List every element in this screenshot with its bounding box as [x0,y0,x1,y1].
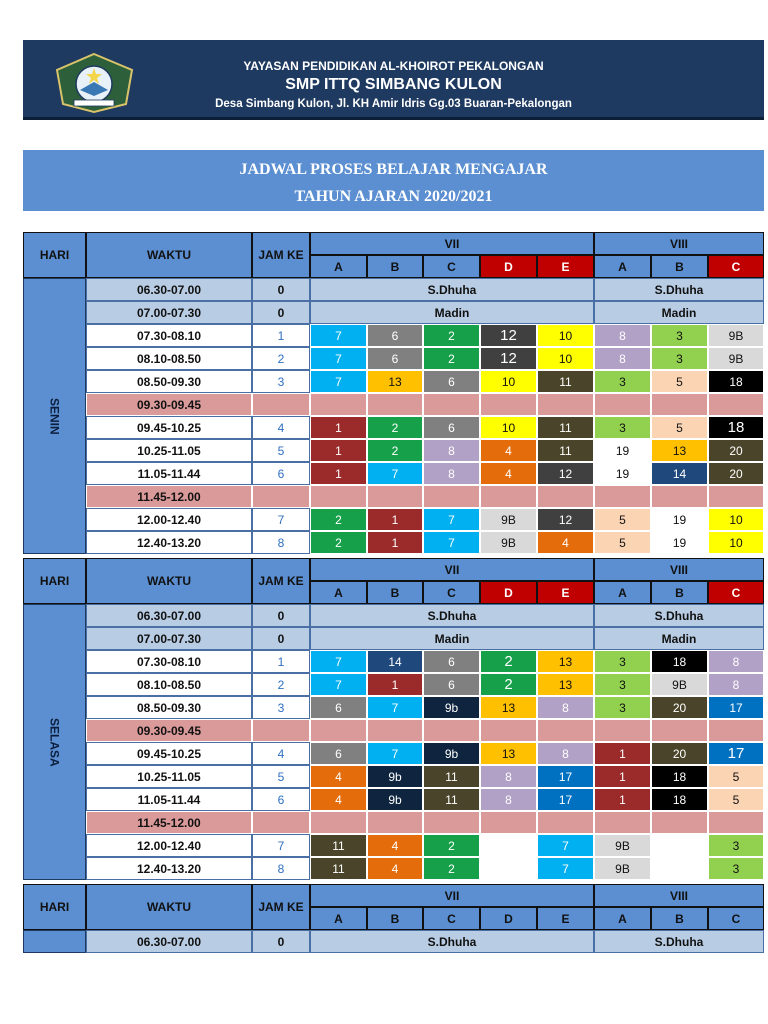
break-jam [252,811,310,834]
time-slot: 09.45-10.25 [86,416,252,439]
time-slot: 08.50-09.30 [86,370,252,393]
subject-cell: 1 [594,788,651,811]
school-name: SMP ITTQ SIMBANG KULON [285,76,502,93]
break-cell [423,485,480,508]
break-cell [367,485,423,508]
subject-cell: 7 [310,650,367,673]
subject-cell: 3 [651,324,708,347]
subject-cell: 5 [594,531,651,554]
subject-cell: 9B [708,324,764,347]
subject-cell: 4 [367,857,423,880]
time-slot: 12.40-13.20 [86,857,252,880]
subject-cell: 13 [537,650,594,673]
class-header-7a: A [310,907,367,930]
subject-cell: 3 [594,650,651,673]
subject-cell: 12 [480,347,537,370]
subject-cell: 18 [651,788,708,811]
break-cell [651,393,708,416]
subject-cell: 4 [367,834,423,857]
subject-cell: 13 [651,439,708,462]
subject-cell: 7 [310,673,367,696]
column-header-jam-ke: JAM KE [252,232,310,278]
day-label: SENIN [47,397,62,435]
time-slot: 07.00-07.30 [86,301,252,324]
break-cell [480,393,537,416]
academic-year: TAHUN AJARAN 2020/2021 [294,188,493,205]
subject-cell: 14 [367,650,423,673]
subject-cell: 10 [480,416,537,439]
subject-cell: 9B [651,673,708,696]
subject-cell: 2 [367,439,423,462]
subject-cell: 1 [367,673,423,696]
subject-cell: 6 [423,650,480,673]
subject-cell: 6 [310,696,367,719]
class-header-8b: B [651,581,708,604]
break-cell [310,393,367,416]
subject-cell: 11 [423,788,480,811]
class-header-8c: C [708,907,764,930]
activity-grade-vii: S.Dhuha [310,930,594,953]
subject-cell: 11 [423,765,480,788]
column-header-jam-ke: JAM KE [252,884,310,930]
lesson-number: 1 [252,324,310,347]
activity-grade-vii: Madin [310,627,594,650]
subject-cell: 7 [367,696,423,719]
subject-cell: 11 [310,834,367,857]
lesson-number: 6 [252,462,310,485]
break-cell [708,485,764,508]
lesson-number: 8 [252,531,310,554]
subject-cell: 7 [423,508,480,531]
time-slot: 08.10-08.50 [86,673,252,696]
subject-cell: 2 [423,857,480,880]
break-cell [537,485,594,508]
subject-cell: 7 [310,347,367,370]
subject-cell: 18 [651,765,708,788]
subject-cell: 1 [310,416,367,439]
subject-cell: 8 [480,765,537,788]
break-cell [594,485,651,508]
class-header-8b: B [651,255,708,278]
activity-grade-viii: S.Dhuha [594,604,764,627]
subject-cell: 9b [423,696,480,719]
foundation-name: YAYASAN PENDIDIKAN AL-KHOIROT PEKALONGAN [243,59,544,73]
break-cell [367,393,423,416]
subject-cell: 13 [480,696,537,719]
time-slot: 12.00-12.40 [86,508,252,531]
subject-cell: 3 [708,834,764,857]
subject-cell: 8 [537,742,594,765]
break-cell [708,719,764,742]
subject-cell: 11 [537,416,594,439]
class-header-7d: D [480,907,537,930]
class-header-8b: B [651,907,708,930]
subject-cell: 20 [651,742,708,765]
time-slot: 06.30-07.00 [86,930,252,953]
break-cell [367,719,423,742]
subject-cell: 3 [594,370,651,393]
lesson-number: 1 [252,650,310,673]
subject-cell: 4 [310,765,367,788]
break-jam [252,485,310,508]
time-slot: 07.00-07.30 [86,627,252,650]
subject-cell: 10 [537,347,594,370]
time-slot: 11.05-11.44 [86,788,252,811]
column-header-waktu: WAKTU [86,884,252,930]
activity-grade-viii: S.Dhuha [594,278,764,301]
subject-cell: 17 [708,696,764,719]
lesson-number: 0 [252,930,310,953]
subject-cell [651,857,708,880]
class-header-7b: B [367,907,423,930]
subject-cell: 9b [423,742,480,765]
subject-cell: 18 [708,416,764,439]
lesson-number: 8 [252,857,310,880]
day-name [23,278,86,554]
grade-header-vii: VII [310,232,594,255]
subject-cell: 5 [708,765,764,788]
class-header-8c: C [708,581,764,604]
break-cell [594,393,651,416]
subject-cell: 5 [651,370,708,393]
break-cell [423,811,480,834]
class-header-8a: A [594,581,651,604]
subject-cell: 6 [367,324,423,347]
time-slot: 11.05-11.44 [86,462,252,485]
subject-cell [651,834,708,857]
lesson-number: 6 [252,788,310,811]
activity-grade-viii: S.Dhuha [594,930,764,953]
subject-cell: 7 [367,462,423,485]
subject-cell [480,834,537,857]
subject-cell: 6 [423,416,480,439]
lesson-number: 0 [252,604,310,627]
class-header-7c: C [423,581,480,604]
subject-cell: 13 [537,673,594,696]
subject-cell: 4 [480,462,537,485]
subject-cell: 13 [480,742,537,765]
time-slot: 10.25-11.05 [86,439,252,462]
subject-cell: 10 [708,508,764,531]
break-cell [708,393,764,416]
subject-cell: 4 [537,531,594,554]
subject-cell: 7 [537,857,594,880]
day-name [23,604,86,880]
subject-cell: 18 [708,370,764,393]
lesson-number: 4 [252,742,310,765]
column-header-jam-ke: JAM KE [252,558,310,604]
break-cell [310,485,367,508]
lesson-number: 2 [252,347,310,370]
class-header-7a: A [310,255,367,278]
class-header-7e: E [537,581,594,604]
time-slot: 07.30-08.10 [86,324,252,347]
subject-cell: 11 [537,439,594,462]
subject-cell: 5 [708,788,764,811]
subject-cell: 2 [480,650,537,673]
break-cell [367,811,423,834]
break-cell [708,811,764,834]
subject-cell: 19 [651,508,708,531]
break-cell [594,719,651,742]
grade-header-viii: VIII [594,232,764,255]
time-slot: 12.00-12.40 [86,834,252,857]
subject-cell: 8 [423,462,480,485]
subject-cell: 1 [367,531,423,554]
subject-cell: 19 [651,531,708,554]
time-slot: 07.30-08.10 [86,650,252,673]
subject-cell: 17 [537,765,594,788]
subject-cell [480,857,537,880]
break-cell [537,719,594,742]
break-cell [537,393,594,416]
subject-cell: 18 [651,650,708,673]
break-cell [594,811,651,834]
break-time: 09.30-09.45 [86,719,252,742]
grade-header-viii: VIII [594,884,764,907]
subject-cell: 11 [537,370,594,393]
subject-cell: 9B [708,347,764,370]
break-time: 11.45-12.00 [86,811,252,834]
lesson-number: 5 [252,765,310,788]
subject-cell: 7 [423,531,480,554]
subject-cell: 2 [423,834,480,857]
subject-cell: 6 [423,370,480,393]
lesson-number: 7 [252,508,310,531]
lesson-number: 0 [252,301,310,324]
subject-cell: 8 [537,696,594,719]
break-cell [651,485,708,508]
subject-cell: 3 [594,416,651,439]
subject-cell: 9b [367,765,423,788]
time-slot: 06.30-07.00 [86,604,252,627]
break-cell [651,811,708,834]
lesson-number: 0 [252,278,310,301]
subject-cell: 11 [310,857,367,880]
column-header-waktu: WAKTU [86,232,252,278]
subject-cell: 3 [651,347,708,370]
subject-cell: 6 [423,673,480,696]
subject-cell: 9B [480,508,537,531]
lesson-number: 0 [252,627,310,650]
subject-cell: 12 [537,508,594,531]
subject-cell: 17 [708,742,764,765]
break-cell [423,719,480,742]
class-header-8a: A [594,255,651,278]
subject-cell: 4 [310,788,367,811]
subject-cell: 8 [480,788,537,811]
break-cell [480,485,537,508]
subject-cell: 20 [708,439,764,462]
lesson-number: 5 [252,439,310,462]
subject-cell: 14 [651,462,708,485]
subject-cell: 19 [594,462,651,485]
subject-cell: 12 [480,324,537,347]
time-slot: 06.30-07.00 [86,278,252,301]
subject-cell: 2 [310,508,367,531]
break-cell [480,719,537,742]
subject-cell: 8 [708,673,764,696]
subject-cell: 2 [423,324,480,347]
subject-cell: 9B [480,531,537,554]
subject-cell: 2 [367,416,423,439]
class-header-7b: B [367,255,423,278]
time-slot: 08.10-08.50 [86,347,252,370]
time-slot: 12.40-13.20 [86,531,252,554]
subject-cell: 8 [594,324,651,347]
grade-header-vii: VII [310,884,594,907]
break-cell [537,811,594,834]
subject-cell: 1 [367,508,423,531]
lesson-number: 2 [252,673,310,696]
subject-cell: 13 [367,370,423,393]
break-jam [252,719,310,742]
time-slot: 10.25-11.05 [86,765,252,788]
subject-cell: 9B [594,834,651,857]
grade-header-vii: VII [310,558,594,581]
activity-grade-vii: Madin [310,301,594,324]
day-name [23,930,86,953]
break-cell [310,719,367,742]
subject-cell: 1 [310,462,367,485]
subject-cell: 5 [651,416,708,439]
subject-cell: 1 [594,765,651,788]
lesson-number: 7 [252,834,310,857]
subject-cell: 7 [310,370,367,393]
class-header-7b: B [367,581,423,604]
break-cell [423,393,480,416]
subject-cell: 6 [367,347,423,370]
subject-cell: 8 [708,650,764,673]
subject-cell: 10 [537,324,594,347]
subject-cell: 20 [651,696,708,719]
subject-cell: 20 [708,462,764,485]
time-slot: 09.45-10.25 [86,742,252,765]
column-header-waktu: WAKTU [86,558,252,604]
subject-cell: 2 [310,531,367,554]
break-cell [310,811,367,834]
subject-cell: 3 [594,673,651,696]
time-slot: 08.50-09.30 [86,696,252,719]
day-label: SELASA [47,717,62,767]
subject-cell: 7 [310,324,367,347]
schedule-title: JADWAL PROSES BELAJAR MENGAJAR [239,161,548,178]
break-time: 09.30-09.45 [86,393,252,416]
class-header-7a: A [310,581,367,604]
subject-cell: 3 [708,857,764,880]
column-header-hari: HARI [23,884,86,930]
subject-cell: 8 [594,347,651,370]
column-header-hari: HARI [23,232,86,278]
class-header-7c: C [423,255,480,278]
break-jam [252,393,310,416]
subject-cell: 9B [594,857,651,880]
subject-cell: 12 [537,462,594,485]
activity-grade-viii: Madin [594,627,764,650]
class-header-7e: E [537,907,594,930]
class-header-7c: C [423,907,480,930]
class-header-8c: C [708,255,764,278]
subject-cell: 3 [594,696,651,719]
subject-cell: 4 [480,439,537,462]
subject-cell: 1 [594,742,651,765]
break-cell [651,719,708,742]
subject-cell: 7 [537,834,594,857]
subject-cell: 10 [480,370,537,393]
subject-cell: 5 [594,508,651,531]
school-address: Desa Simbang Kulon, Jl. KH Amir Idris Gg.03 Buaran-Pekalongan [215,98,572,110]
lesson-number: 4 [252,416,310,439]
subject-cell: 2 [480,673,537,696]
lesson-number: 3 [252,370,310,393]
class-header-7e: E [537,255,594,278]
activity-grade-viii: Madin [594,301,764,324]
subject-cell: 2 [423,347,480,370]
column-header-hari: HARI [23,558,86,604]
lesson-number: 3 [252,696,310,719]
subject-cell: 17 [537,788,594,811]
break-time: 11.45-12.00 [86,485,252,508]
activity-grade-vii: S.Dhuha [310,278,594,301]
class-header-8a: A [594,907,651,930]
subject-cell: 1 [310,439,367,462]
break-cell [480,811,537,834]
subject-cell: 7 [367,742,423,765]
class-header-7d: D [480,255,537,278]
subject-cell: 8 [423,439,480,462]
subject-cell: 6 [310,742,367,765]
class-header-7d: D [480,581,537,604]
activity-grade-vii: S.Dhuha [310,604,594,627]
subject-cell: 9b [367,788,423,811]
subject-cell: 19 [594,439,651,462]
subject-cell: 10 [708,531,764,554]
grade-header-viii: VIII [594,558,764,581]
